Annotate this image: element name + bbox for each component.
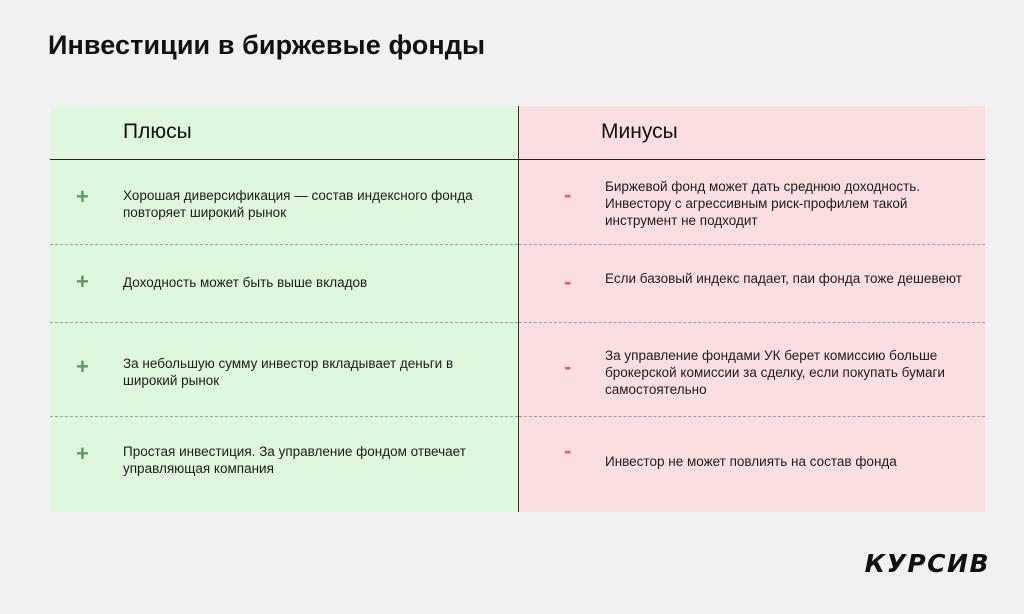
minus-icon: -: [564, 438, 572, 463]
minus-icon: -: [564, 269, 572, 294]
pros-header-label: Плюсы: [123, 120, 192, 143]
cons-header-label: Минусы: [601, 120, 678, 143]
pros-row: [50, 245, 518, 323]
cons-item-text: Если базовый индекс падает, паи фонда тоже дешевеют: [605, 271, 962, 286]
minus-icon: -: [564, 182, 572, 207]
pros-row: [50, 417, 518, 512]
cons-column: [519, 106, 985, 512]
plus-icon: +: [76, 269, 89, 294]
pros-column: [50, 106, 518, 512]
pros-row: [50, 160, 518, 245]
cons-item-text: Биржевой фонд может дать среднюю доходность. Инвестору с агрессивным риск-профилем такой инструмент не подходит: [605, 179, 921, 228]
plus-icon: +: [76, 184, 89, 209]
pros-item-text: Доходность может быть выше вкладов: [123, 275, 368, 290]
pros-row: [50, 323, 518, 417]
cons-row: [519, 245, 985, 323]
pros-header: [50, 106, 518, 160]
cons-row: [519, 160, 985, 245]
cons-item-text: За управление фондами УК берет комиссию больше брокерской комиссии за сделку, если покупать бумаги самостоятельно: [605, 348, 945, 397]
cons-item-text: Инвестор не может повлиять на состав фонда: [605, 454, 897, 469]
cons-row: [519, 323, 985, 417]
minus-icon: -: [564, 354, 572, 379]
plus-icon: +: [76, 441, 89, 466]
cons-header: [519, 106, 985, 160]
pros-item-text: Хорошая диверсификация — состав индексного фонда повторяет широкий рынок: [123, 188, 473, 220]
pros-item-text: Простая инвестиция. За управление фондом отвечает управляющая компания: [123, 444, 466, 476]
plus-icon: +: [76, 354, 89, 379]
kursiv-logo: КУРСИВ: [864, 549, 990, 578]
page-title: Инвестиции в биржевые фонды: [48, 30, 486, 60]
cons-row: [519, 417, 985, 512]
pros-item-text: За небольшую сумму инвестор вкладывает деньги в широкий рынок: [123, 356, 454, 388]
comparison-table: [50, 106, 985, 512]
